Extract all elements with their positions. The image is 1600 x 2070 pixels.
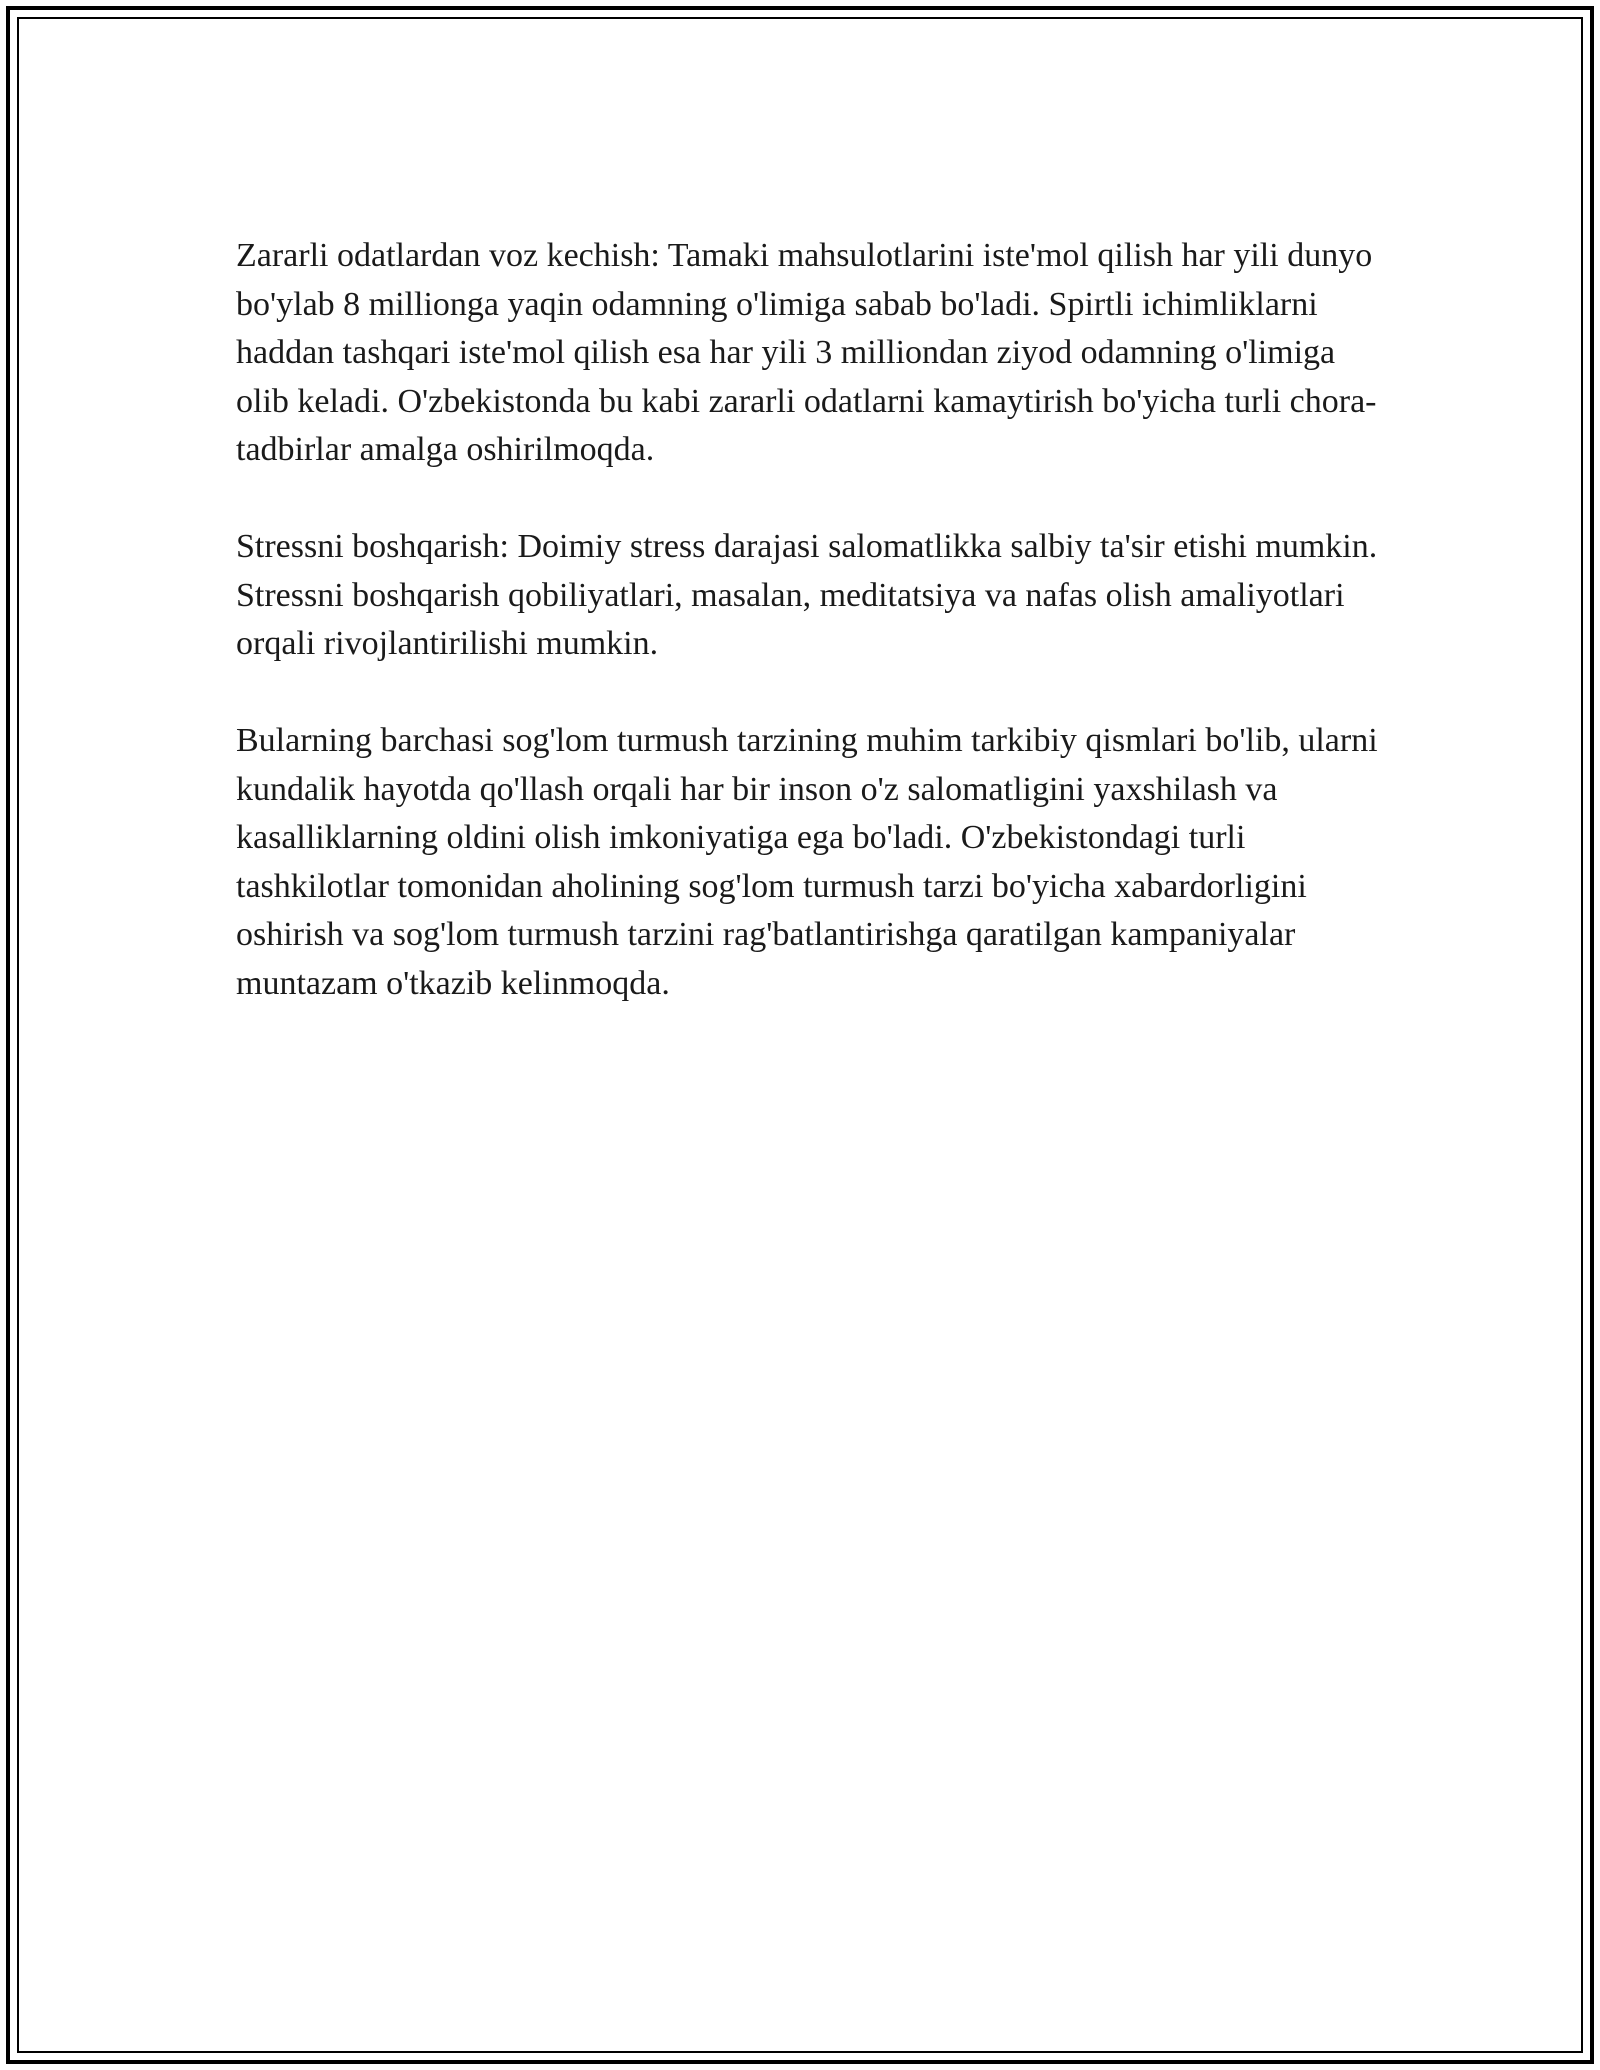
document-body bbox=[236, 232, 1396, 1057]
paragraph-stress-management: Stressni boshqarish: Doimiy stress darajasi salomatlikka salbiy ta'sir etishi mumkin. Stressni boshqarish qobiliyatlari, masalan, meditatsiya va nafas olish amaliyotlari orqali rivojlantirilishi mumkin. bbox=[236, 528, 1378, 662]
paragraph-conclusion: Bularning barchasi sog'lom turmush tarzining muhim tarkibiy qismlari bo'lib, ularni kundalik hayotda qo'llash orqali har bir inson o'z salomatligini yaxshilash va kasalliklarning oldini olish imkoniyatiga ega bo'ladi. O'zbekistondagi turli tashkilotlar tomonidan aholining sog'lom turmush tarzi bo'yicha xabardorligini oshirish va sog'lom turmush tarzini rag'batlantirishga qaratilgan kampaniyalar muntazam o'tkazib kelinmoqda. bbox=[236, 722, 1378, 1002]
paragraph-harmful-habits: Zararli odatlardan voz kechish: Tamaki mahsulotlarini iste'mol qilish har yili dunyo bo'ylab 8 millionga yaqin odamning o'limiga sabab bo'ladi. Spirtli ichimliklarni haddan tashqari iste'mol qilish esa har yili 3 milliondan ziyod odamning o'limiga olib keladi. O'zbekistonda bu kabi zararli odatlarni kamaytirish bo'yicha turli chora-tadbirlar amalga oshirilmoqda. bbox=[236, 237, 1377, 468]
